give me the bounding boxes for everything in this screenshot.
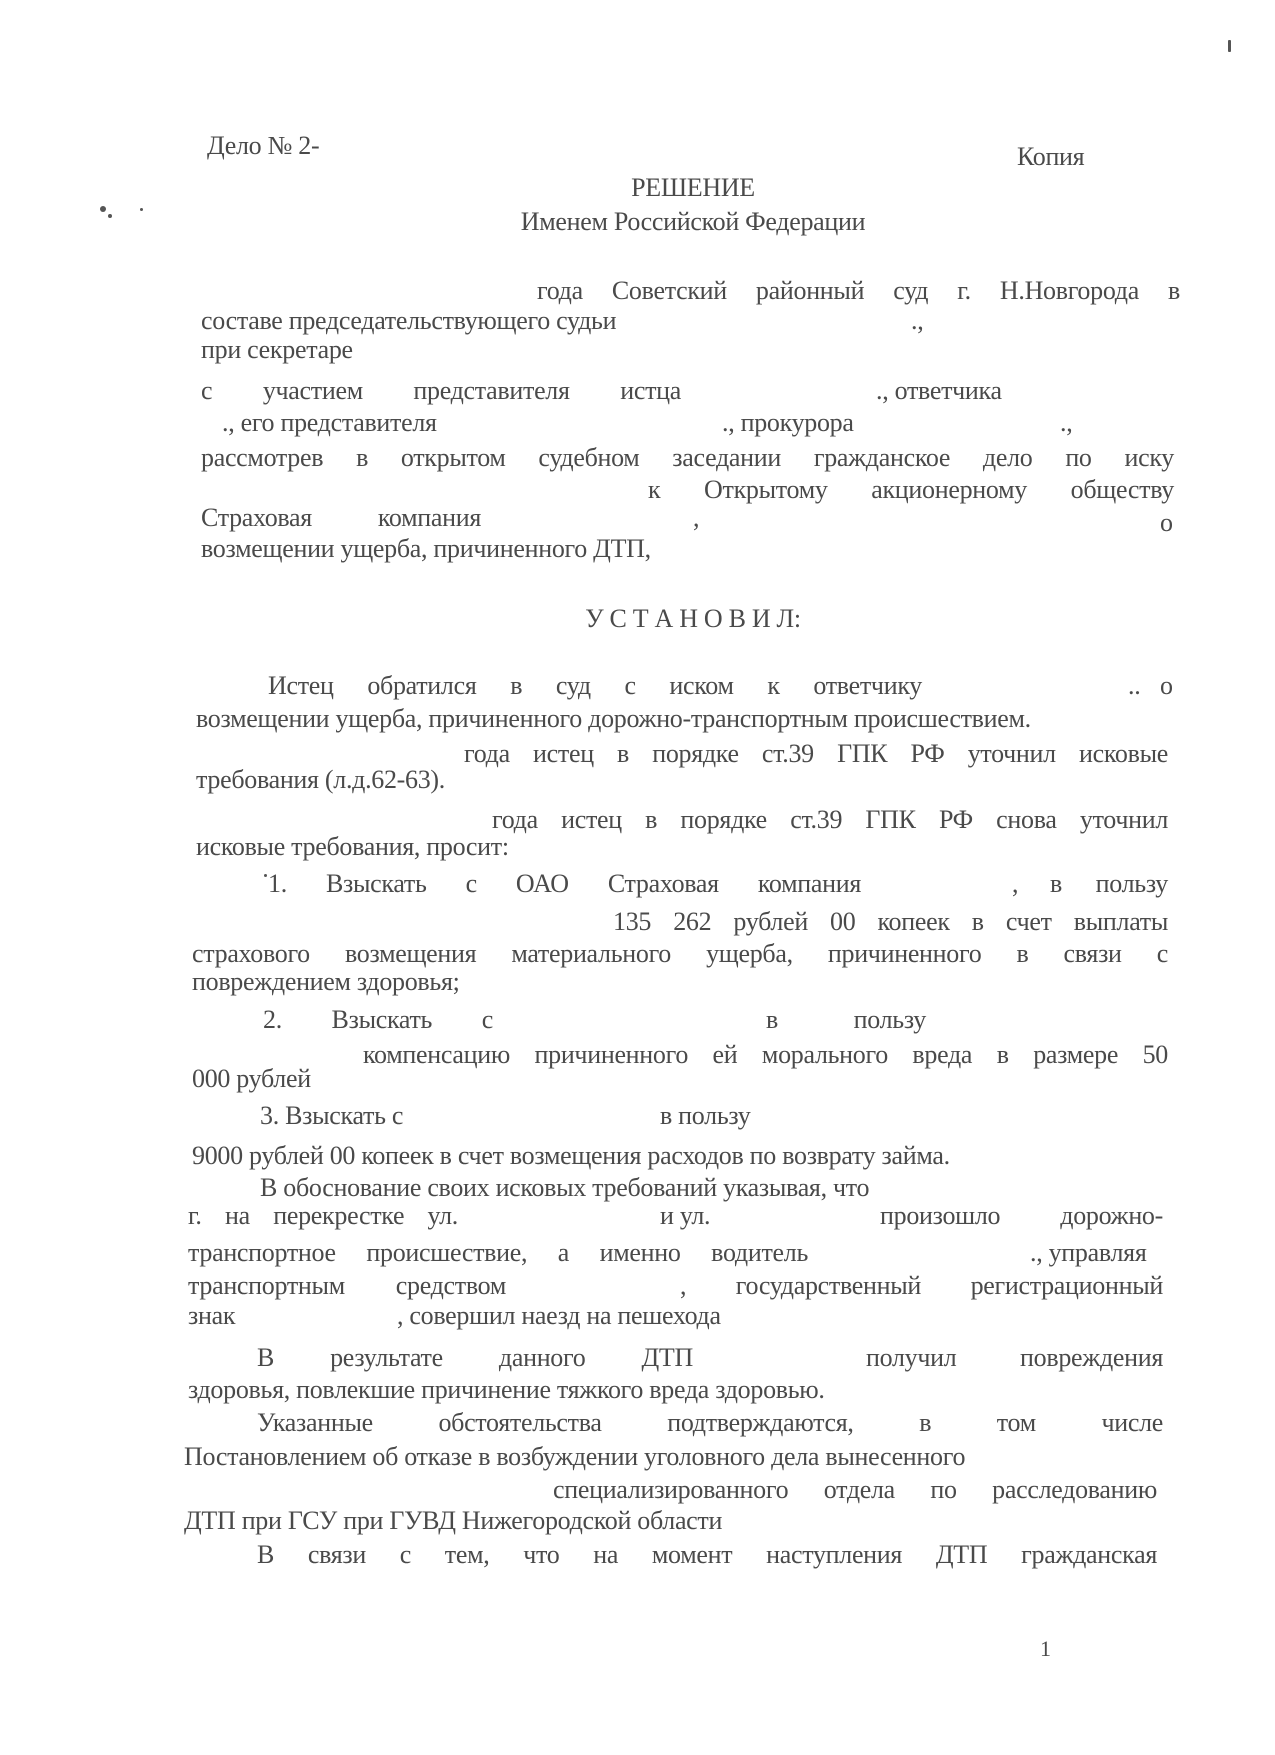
body-line: знак: [188, 1301, 236, 1330]
intro-fragment: .,: [911, 306, 924, 335]
claim-item-2: 2. Взыскать с: [263, 1005, 493, 1034]
body-line: Истец обратился в суд с иском к ответчику: [268, 671, 922, 700]
scan-speck: [108, 214, 112, 218]
body-line: страхового возмещения материального ущерба, причиненного в связи с: [192, 939, 1168, 968]
body-line: В результате данного ДТП: [257, 1343, 693, 1372]
intro-line: рассмотрев в открытом судебном заседании гражданское дело по иску: [201, 443, 1174, 472]
body-fragment: получил повреждения: [866, 1343, 1163, 1372]
copy-mark: Копия: [1017, 142, 1085, 171]
intro-line: возмещении ущерба, причиненного ДТП,: [201, 534, 651, 563]
body-line: года истец в порядке ст.39 ГПК РФ снова уточнил: [492, 805, 1168, 834]
intro-fragment: .,: [1060, 408, 1073, 437]
body-line: возмещении ущерба, причиненного дорожно-транспортным происшествием.: [196, 704, 1031, 733]
body-fragment: ..: [1128, 671, 1141, 700]
body-line: здоровья, повлекшие причинение тяжкого вреда здоровью.: [188, 1375, 825, 1404]
body-fragment: в пользу: [766, 1005, 926, 1034]
section-title: У С Т А Н О В И Л:: [585, 604, 801, 633]
claim-item-3: 3. Взыскать с: [260, 1101, 404, 1130]
scan-speck: [140, 208, 143, 211]
body-line: 9000 рублей 00 копеек в счет возмещения расходов по возврату займа.: [192, 1141, 950, 1170]
body-line: года истец в порядке ст.39 ГПК РФ уточнил исковые: [464, 739, 1168, 768]
case-number: Дело № 2-: [207, 131, 320, 160]
body-line: В обоснование своих исковых требований указывая, что: [260, 1173, 870, 1202]
body-line: повреждением здоровья;: [192, 967, 460, 996]
document-subtitle: Именем Российской Федерации: [520, 207, 866, 236]
body-fragment: , совершил наезд на пешехода: [397, 1301, 721, 1330]
body-fragment: о: [1160, 671, 1173, 700]
body-line: Постановлением об отказе в возбуждении уголовного дела вынесенного: [184, 1442, 966, 1471]
intro-fragment: ., прокурора: [722, 408, 854, 437]
intro-fragment: ,: [693, 503, 700, 532]
body-line: транспортным средством: [188, 1271, 506, 1300]
body-line: 000 рублей: [192, 1064, 311, 1093]
claim-item-1: 1. Взыскать с ОАО Страховая компания: [268, 869, 861, 898]
intro-line: с участием представителя истца: [201, 376, 681, 405]
body-fragment: произошло дорожно-: [880, 1201, 1163, 1230]
body-line: ДТП при ГСУ при ГУВД Нижегородской области: [184, 1506, 723, 1535]
body-line: В связи с тем, что на момент наступления ДТП гражданская: [257, 1540, 1157, 1569]
intro-line: составе председательствующего судьи: [201, 306, 617, 335]
scan-speck: [1228, 40, 1231, 52]
body-line: специализированного отдела по расследованию: [553, 1475, 1157, 1504]
intro-fragment: о: [1160, 508, 1173, 537]
intro-line: к Открытому акционерному обществу: [648, 475, 1174, 504]
intro-line: Страховая компания: [201, 503, 481, 532]
body-fragment: , государственный регистрационный: [680, 1271, 1163, 1300]
scan-speck: [100, 206, 106, 212]
body-fragment: ,: [1012, 869, 1019, 898]
scan-speck: [264, 874, 267, 877]
body-fragment: ., управляя: [1030, 1238, 1147, 1267]
intro-line: года Советский районный суд г. Н.Новгорода в: [537, 276, 1180, 305]
intro-line: при секретаре: [201, 335, 353, 364]
body-fragment: в пользу: [660, 1101, 751, 1130]
intro-fragment: ., его представителя: [222, 408, 437, 437]
document-title: РЕШЕНИЕ: [631, 173, 755, 202]
body-line: исковые требования, просит:: [196, 832, 509, 861]
body-fragment: в пользу: [1050, 869, 1168, 898]
body-fragment: и ул.: [660, 1201, 711, 1230]
body-line: транспортное происшествие, а именно водитель: [188, 1238, 808, 1267]
page-number: 1: [1040, 1636, 1051, 1661]
intro-fragment: ., ответчика: [876, 376, 1002, 405]
body-line: компенсацию причиненного ей морального вреда в размере 50: [363, 1040, 1168, 1069]
body-line: требования (л.д.62-63).: [196, 765, 445, 794]
body-line: г. на перекрестке ул.: [188, 1201, 458, 1230]
body-line: Указанные обстоятельства подтверждаются, в том числе: [257, 1408, 1163, 1437]
body-line: 135 262 рублей 00 копеек в счет выплаты: [613, 907, 1168, 936]
